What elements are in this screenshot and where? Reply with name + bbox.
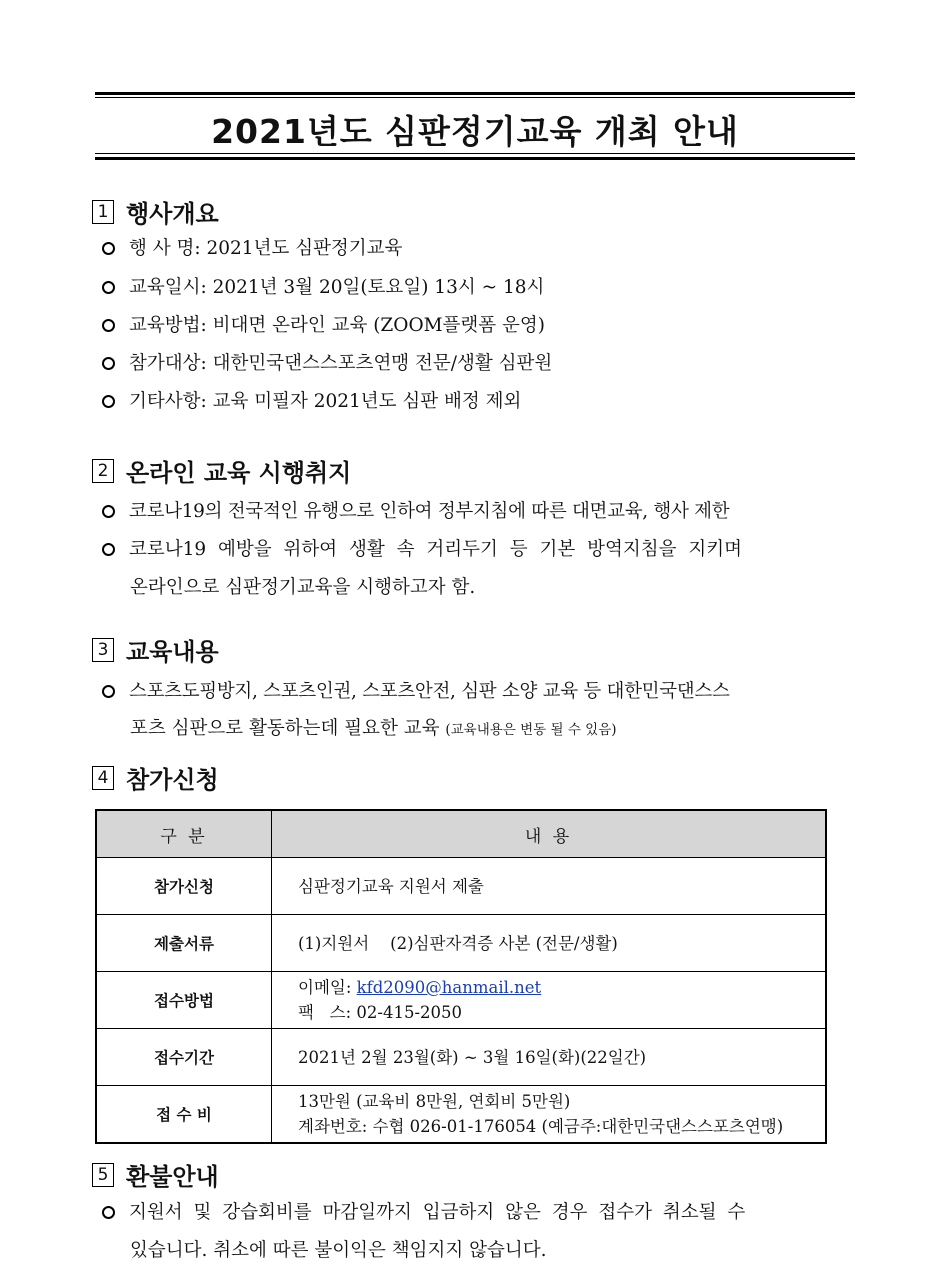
section-2-heading [92,453,351,488]
title-block [95,92,855,160]
table-row [96,915,826,972]
table-row [96,858,826,915]
note-text: (교육내용은 변동 될 수 있음) [445,722,617,738]
section-number-box: 1 [92,200,114,224]
table-header: 구 분 [96,810,272,858]
application-table [95,809,827,1144]
row-label: 접 수 비 [96,1086,272,1143]
section-title: 교육내용 [126,638,219,666]
circle-bullet-icon [102,319,115,332]
list-item: 참가대상: 대한민국댄스스포츠연맹 전문/생활 심판원 [102,349,552,375]
circle-bullet-icon [102,1206,115,1219]
circle-bullet-icon [102,242,115,255]
circle-bullet-icon [102,357,115,370]
circle-bullet-icon [102,543,115,556]
section-number-box: 3 [92,638,114,662]
title-rule-top [95,92,855,95]
page-title: 2021년도 심판정기교육 개최 안내 [211,112,739,151]
section-number-box: 2 [92,459,114,483]
list-item: 코로나19 예방을 위하여 생활 속 거리두기 등 기본 방역지침을 지키며 [102,535,742,561]
list-item: 스포츠도핑방지, 스포츠인권, 스포츠안전, 심판 소양 교육 등 대한민국댄스스 [102,677,730,703]
circle-bullet-icon [102,395,115,408]
list-item: 코로나19의 전국적인 유행으로 인하여 정부지침에 따른 대면교육, 행사 제한 [102,497,729,523]
list-item: 행 사 명: 2021년도 심판정기교육 [102,234,402,260]
title-rule-bottom [95,157,855,160]
row-label: 접수기간 [96,1029,272,1086]
row-value: 이메일: kfd2090@hanmail.net 팩 스: 02-415-2050 [272,972,827,1029]
section-number-box: 5 [92,1163,114,1187]
list-item: 교육일시: 2021년 3월 20일(토요일) 13시 ~ 18시 [102,273,544,299]
list-item-continuation: 포츠 심판으로 활동하는데 필요한 교육 (교육내용은 변동 될 수 있음) [130,718,617,739]
section-5-heading [92,1157,219,1192]
circle-bullet-icon [102,281,115,294]
section-title: 행사개요 [126,200,219,228]
email-link[interactable]: kfd2090@hanmail.net [356,978,542,997]
section-3-heading [92,632,219,667]
circle-bullet-icon [102,505,115,518]
list-item-continuation: 온라인으로 심판정기교육을 시행하고자 함. [130,577,476,598]
row-label: 참가신청 [96,858,272,915]
section-1-heading [92,194,219,229]
section-title: 온라인 교육 시행취지 [126,459,352,487]
list-item: 교육방법: 비대면 온라인 교육 (ZOOM플랫폼 운영) [102,311,545,337]
row-label: 접수방법 [96,972,272,1029]
row-value: 심판정기교육 지원서 제출 [272,858,827,915]
circle-bullet-icon [102,685,115,698]
table-header-row [96,810,826,858]
table-row [96,1086,826,1143]
row-value: 13만원 (교육비 8만원, 연회비 5만원) 계좌번호: 수협 026-01-176054 (예금주:대한민국댄스스포츠연맹) [272,1086,827,1143]
section-4-heading [92,760,219,795]
row-label: 제출서류 [96,915,272,972]
title-rule-bottom-thin [95,153,855,154]
section-title: 환불안내 [126,1163,219,1191]
row-value: (1)지원서 (2)심판자격증 사본 (전문/생활) [272,915,827,972]
table-header: 내 용 [272,810,827,858]
table-row [96,1029,826,1086]
list-item: 지원서 및 강습회비를 마감일까지 입금하지 않은 경우 접수가 취소될 수 [102,1198,745,1224]
row-value: 2021년 2월 23월(화) ~ 3월 16일(화)(22일간) [272,1029,827,1086]
table-row [96,972,826,1029]
section-title: 참가신청 [126,766,219,794]
list-item: 기타사항: 교육 미필자 2021년도 심판 배정 제외 [102,387,521,413]
title-rule-top-thin [95,97,855,98]
list-item-continuation: 있습니다. 취소에 따른 불이익은 책임지지 않습니다. [130,1240,547,1261]
section-number-box: 4 [92,766,114,790]
